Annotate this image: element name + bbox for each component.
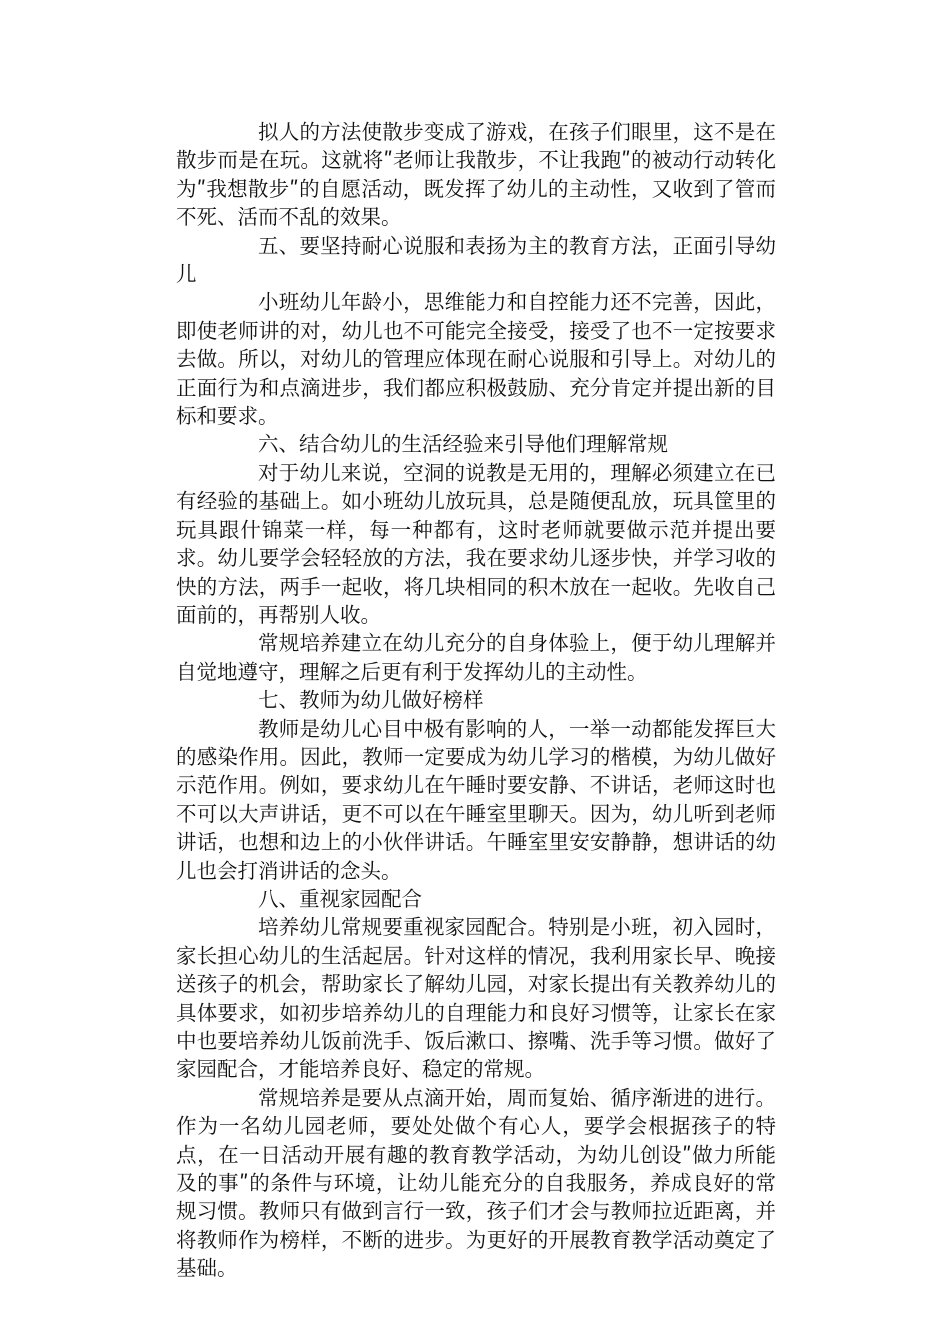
paragraph-teacher-role-model: 教师是幼儿心目中极有影响的人，一举一动都能发挥巨大的感染作用。因此，教师一定要成为幼儿学习的楷模，为幼儿做好示范作用。例如，要求幼儿在午睡时要安静、不讲话，老师这时也不可以大声讲话，更不可以在午睡室里聊天。因为，幼儿听到老师讲话，也想和边上的小伙伴讲话。午睡室里安安静静，想讲话的幼儿也会打消讲话的念头。 [176, 716, 776, 883]
document-body [176, 118, 776, 1283]
paragraph-conclusion: 常规培养是要从点滴开始，周而复始、循序渐进的进行。作为一名幼儿园老师，要处处做个有心人，要学会根据孩子的特点，在一日活动开展有趣的教育教学活动，为幼儿创设ʺ做力所能及的事ʺ的条件与环境，让幼儿能充分的自我服务，养成良好的常规习惯。教师只有做到言行一致，孩子们才会与教师拉近距离，并将教师作为榜样，不断的进步。为更好的开展教育教学活动奠定了基础。 [176, 1085, 776, 1281]
paragraph-walking-game: 拟人的方法使散步变成了游戏，在孩子们眼里，这不是在散步而是在玩。这就将ʺ老师让我散步，不让我跑ʺ的被动行动转化为ʺ我想散步ʺ的自愿活动，既发挥了幼儿的主动性，又收到了管而不死、活而不乱的效果。 [176, 120, 776, 230]
paragraph-self-experience: 常规培养建立在幼儿充分的自身体验上，便于幼儿理解并自觉地遵守，理解之后更有利于发挥幼儿的主动性。 [176, 631, 776, 684]
heading-section-5: 五、要坚持耐心说服和表扬为主的教育方法，正面引导幼儿 [176, 233, 776, 287]
heading-section-6: 六、结合幼儿的生活经验来引导他们理解常规 [258, 432, 668, 457]
heading-section-7: 七、教师为幼儿做好榜样 [258, 688, 484, 713]
paragraph-home-school: 培养幼儿常规要重视家园配合。特别是小班，初入园时，家长担心幼儿的生活起居。针对这样的情况，我利用家长早、晚接送孩子的机会，帮助家长了解幼儿园，对家长提出有关教养幼儿的具体要求，如初步培养幼儿的自理能力和良好习惯等，让家长在家中也要培养幼儿饭前洗手、饭后漱口、擦嘴、洗手等习惯。做好了家园配合，才能培养良好、稳定的常规。 [176, 915, 776, 1082]
paragraph-patient-persuasion: 小班幼儿年龄小，思维能力和自控能力还不完善，因此，即使老师讲的对，幼儿也不可能完全接受，接受了也不一定按要求去做。所以，对幼儿的管理应体现在耐心说服和引导上。对幼儿的正面行为和点滴进步，我们都应积极鼓励、充分肯定并提出新的目标和要求。 [176, 290, 776, 429]
heading-section-8: 八、重视家园配合 [258, 886, 422, 911]
paragraph-life-experience: 对于幼儿来说，空洞的说教是无用的，理解必须建立在已有经验的基础上。如小班幼儿放玩具，总是随便乱放，玩具筐里的玩具跟什锦菜一样，每一种都有，这时老师就要做示范并提出要求。幼儿要学会轻轻放的方法，我在要求幼儿逐步快，并学习收的快的方法，两手一起收，将几块相同的积木放在一起收。先收自己面前的，再帮别人收。 [176, 460, 776, 627]
